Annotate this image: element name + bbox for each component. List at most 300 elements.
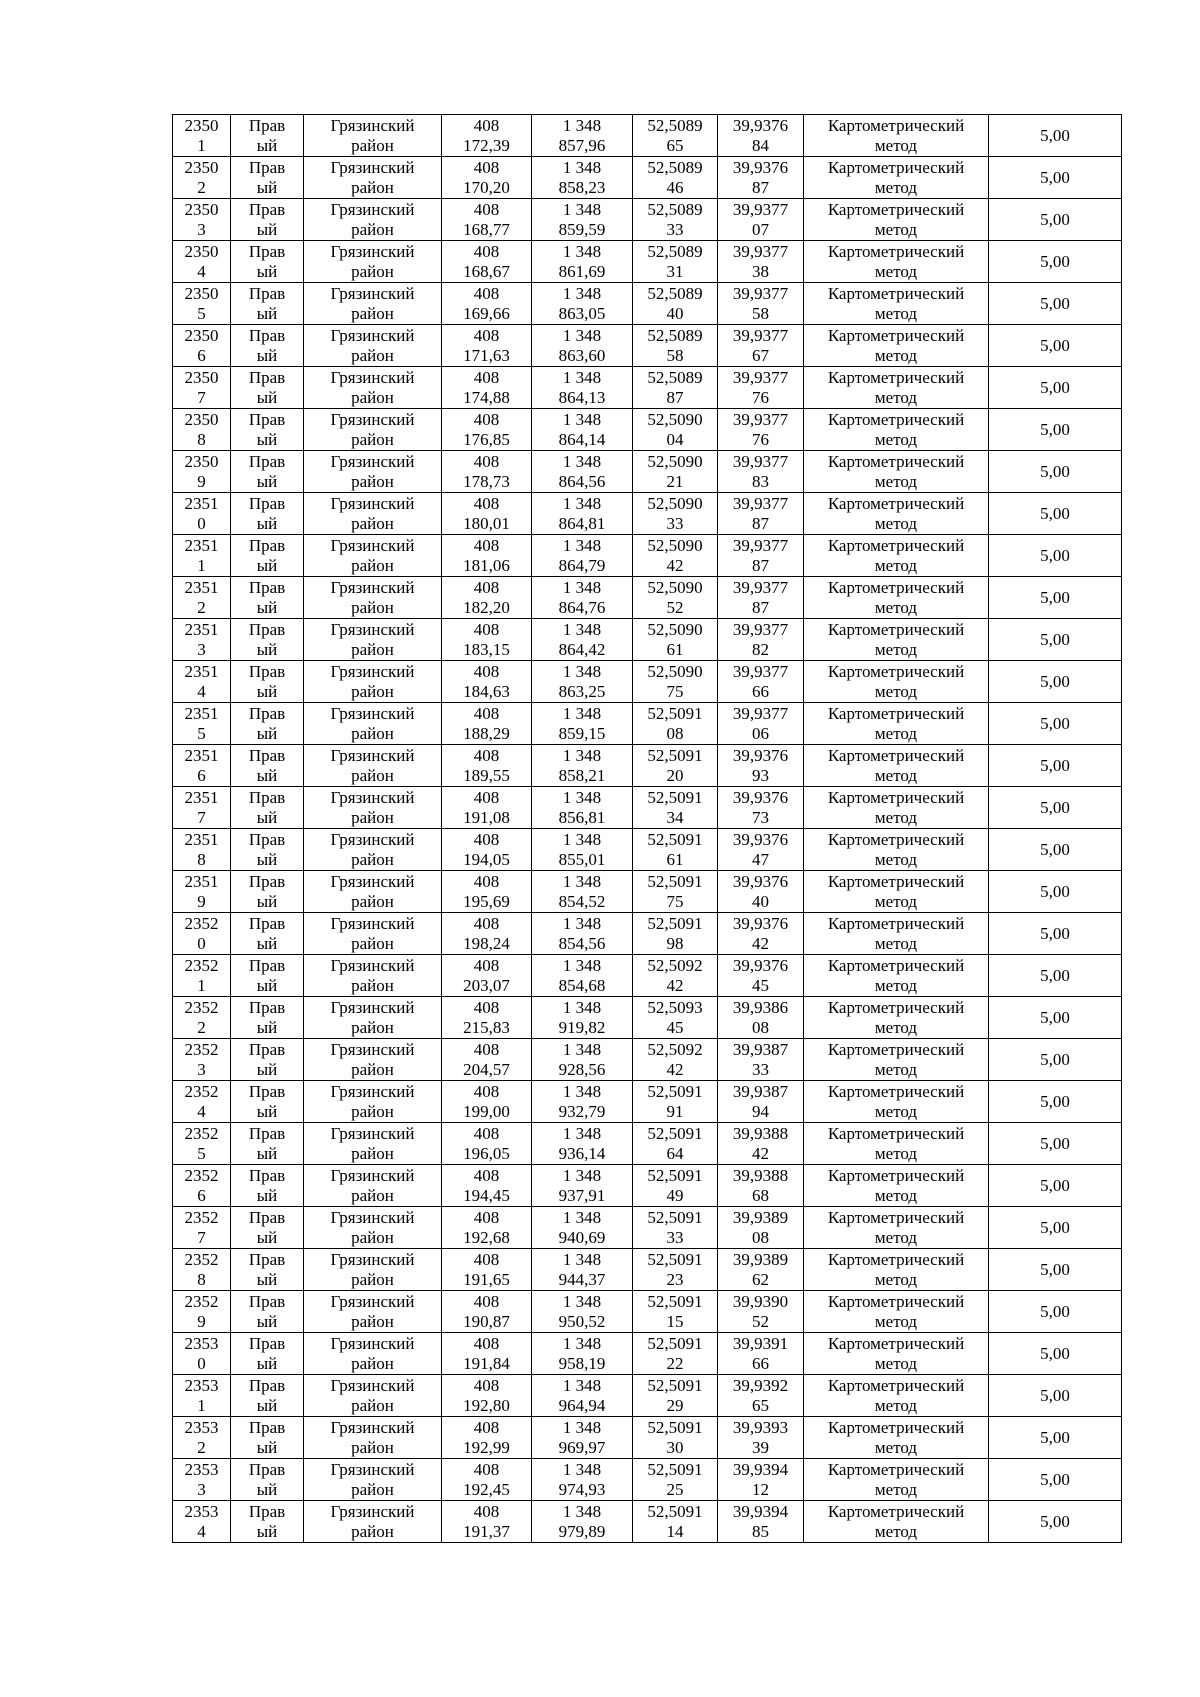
method-cell [804,199,989,241]
coord-x-cell [442,1081,532,1123]
coord-y-cell [532,1081,633,1123]
district-cell [304,787,442,829]
point-number-cell-line-b: 2 [197,597,206,617]
coord-x-cell-line-a: 408 [473,1207,500,1227]
bank-cell-line-a: Прав [248,1081,286,1101]
coord-y-cell-line-b: 958,19 [558,1353,606,1373]
method-cell [804,535,989,577]
method-cell-line-b: метод [874,177,918,197]
coord-x-cell-line-a: 408 [473,451,500,471]
point-number-cell-line-b: 4 [197,261,206,281]
longitude-cell-line-a: 39,9386 [732,997,789,1017]
latitude-cell-line-a: 52,5091 [647,703,703,723]
point-number-cell [173,1375,231,1417]
accuracy-cell: 5,00 [989,871,1122,913]
coord-x-cell-line-b: 191,84 [463,1353,510,1373]
district-cell-line-a: Грязинский [330,1039,415,1059]
longitude-cell-line-a: 39,9377 [732,409,789,429]
method-cell-line-b: метод [874,765,918,785]
latitude-cell-line-a: 52,5089 [647,115,703,135]
coord-x-cell-line-b: 191,65 [463,1269,510,1289]
longitude-cell [718,1459,804,1501]
point-number-cell-line-b: 0 [197,513,206,533]
table-row [173,1291,1122,1333]
longitude-cell-line-a: 39,9376 [732,787,789,807]
coord-x-cell-line-a: 408 [473,1123,500,1143]
coord-y-cell-line-b: 979,89 [558,1521,606,1541]
district-cell [304,451,442,493]
coord-x-cell-line-b: 182,20 [463,597,510,617]
bank-cell [231,115,304,157]
point-number-cell-line-a: 2353 [184,1417,219,1437]
method-cell-line-b: метод [874,975,918,995]
longitude-cell [718,703,804,745]
longitude-cell [718,1081,804,1123]
table-row [173,115,1122,157]
table-row [173,829,1122,871]
coord-y-cell-line-a: 1 348 [562,1081,602,1101]
coord-y-cell-line-b: 864,56 [558,471,606,491]
longitude-cell-line-a: 39,9376 [732,157,789,177]
method-cell [804,829,989,871]
longitude-cell [718,367,804,409]
coord-y-cell-line-a: 1 348 [562,1207,602,1227]
latitude-cell-line-b: 75 [666,891,684,911]
bank-cell-line-b: ый [256,1185,278,1205]
latitude-cell-line-b: 98 [666,933,684,953]
bank-cell-line-b: ый [256,387,278,407]
coord-x-cell [442,661,532,703]
bank-cell-line-b: ый [256,807,278,827]
accuracy-cell: 5,00 [989,241,1122,283]
method-cell-line-a: Картометрический [827,1417,965,1437]
coord-x-cell [442,367,532,409]
point-number-cell-line-a: 2351 [184,829,219,849]
method-cell-line-b: метод [874,933,918,953]
district-cell [304,913,442,955]
coord-y-cell-line-a: 1 348 [562,493,602,513]
method-cell [804,115,989,157]
latitude-cell [633,493,718,535]
coord-x-cell-line-a: 408 [473,955,500,975]
coord-x-cell-line-a: 408 [473,1081,500,1101]
coord-x-cell-line-a: 408 [473,913,500,933]
coord-x-cell-line-a: 408 [473,619,500,639]
coord-y-cell-line-b: 950,52 [558,1311,606,1331]
method-cell-line-a: Картометрический [827,997,965,1017]
coord-y-cell-line-b: 864,79 [558,555,606,575]
method-cell-line-a: Картометрический [827,871,965,891]
coord-x-cell [442,1459,532,1501]
coord-y-cell-line-a: 1 348 [562,871,602,891]
point-number-cell-line-b: 6 [197,345,206,365]
bank-cell-line-b: ый [256,1479,278,1499]
longitude-cell [718,997,804,1039]
method-cell-line-b: метод [874,1185,918,1205]
latitude-cell-line-b: 58 [666,345,684,365]
latitude-cell [633,997,718,1039]
longitude-cell-line-a: 39,9394 [732,1459,789,1479]
district-cell-line-a: Грязинский [330,1417,415,1437]
longitude-cell-line-a: 39,9377 [732,325,789,345]
coord-x-cell-line-a: 408 [473,577,500,597]
latitude-cell-line-b: 08 [666,723,684,743]
latitude-cell [633,577,718,619]
coord-x-cell [442,745,532,787]
district-cell-line-a: Грязинский [330,325,415,345]
latitude-cell-line-a: 52,5091 [647,1165,703,1185]
method-cell-line-b: метод [874,555,918,575]
bank-cell [231,1459,304,1501]
coord-x-cell [442,913,532,955]
coord-x-cell-line-b: 196,05 [463,1143,510,1163]
coord-x-cell-line-a: 408 [473,1249,500,1269]
coord-x-cell-line-a: 408 [473,661,500,681]
accuracy-cell: 5,00 [989,661,1122,703]
latitude-cell [633,241,718,283]
district-cell-line-a: Грязинский [330,451,415,471]
latitude-cell [633,367,718,409]
district-cell-line-a: Грязинский [330,1291,415,1311]
district-cell-line-b: район [351,261,394,281]
method-cell-line-a: Картометрический [827,451,965,471]
table-row [173,493,1122,535]
latitude-cell [633,1249,718,1291]
point-number-cell [173,1039,231,1081]
coord-y-cell-line-b: 854,56 [558,933,606,953]
latitude-cell [633,451,718,493]
point-number-cell [173,955,231,997]
point-number-cell-line-a: 2352 [184,997,219,1017]
point-number-cell [173,241,231,283]
method-cell-line-b: метод [874,1101,918,1121]
accuracy-cell: 5,00 [989,325,1122,367]
latitude-cell-line-b: 20 [666,765,684,785]
bank-cell [231,829,304,871]
point-number-cell-line-a: 2352 [184,1039,219,1059]
district-cell-line-a: Грязинский [330,1165,415,1185]
method-cell [804,1081,989,1123]
district-cell-line-a: Грязинский [330,157,415,177]
latitude-cell-line-b: 33 [666,1227,684,1247]
district-cell-line-b: район [351,513,394,533]
coord-y-cell-line-b: 858,21 [558,765,606,785]
method-cell-line-b: метод [874,1143,918,1163]
longitude-cell-line-b: 84 [752,135,769,155]
coord-x-cell-line-a: 408 [473,199,500,219]
district-cell-line-b: район [351,135,394,155]
coord-x-cell [442,493,532,535]
point-number-cell-line-b: 3 [197,639,206,659]
coord-x-cell-line-b: 198,24 [463,933,510,953]
accuracy-cell: 5,00 [989,493,1122,535]
coord-x-cell-line-b: 188,29 [463,723,510,743]
point-number-cell-line-a: 2351 [184,493,219,513]
coord-y-cell [532,1417,633,1459]
district-cell-line-b: район [351,1143,394,1163]
longitude-cell [718,871,804,913]
point-number-cell-line-b: 3 [197,1479,206,1499]
longitude-cell [718,1417,804,1459]
coord-x-cell-line-b: 168,77 [463,219,510,239]
method-cell [804,661,989,703]
coord-x-cell-line-b: 172,39 [463,135,510,155]
coord-x-cell-line-a: 408 [473,115,500,135]
coord-x-cell-line-b: 171,63 [463,345,510,365]
coord-y-cell [532,199,633,241]
method-cell-line-a: Картометрический [827,199,965,219]
point-number-cell-line-b: 4 [197,1101,206,1121]
table-row [173,1417,1122,1459]
table-row [173,913,1122,955]
bank-cell-line-a: Прав [248,1375,286,1395]
latitude-cell-line-b: 15 [666,1311,684,1331]
method-cell-line-b: метод [874,597,918,617]
coord-y-cell-line-a: 1 348 [562,619,602,639]
coord-x-cell-line-a: 408 [473,1501,500,1521]
bank-cell-line-a: Прав [248,1249,286,1269]
bank-cell-line-a: Прав [248,493,286,513]
method-cell [804,913,989,955]
method-cell [804,283,989,325]
coord-x-cell-line-b: 191,08 [463,807,510,827]
bank-cell-line-a: Прав [248,1417,286,1437]
accuracy-cell: 5,00 [989,367,1122,409]
latitude-cell-line-a: 52,5089 [647,157,703,177]
point-number-cell [173,535,231,577]
method-cell [804,997,989,1039]
district-cell [304,997,442,1039]
point-number-cell [173,577,231,619]
coord-x-cell [442,325,532,367]
coord-y-cell-line-b: 855,01 [558,849,606,869]
point-number-cell-line-a: 2350 [184,199,219,219]
coord-x-cell-line-b: 192,99 [463,1437,510,1457]
method-cell-line-a: Картометрический [827,409,965,429]
method-cell-line-b: метод [874,723,918,743]
point-number-cell [173,199,231,241]
bank-cell-line-a: Прав [248,199,286,219]
method-cell-line-b: метод [874,1437,918,1457]
point-number-cell [173,283,231,325]
district-cell-line-a: Грязинский [330,1375,415,1395]
bank-cell-line-b: ый [256,345,278,365]
method-cell [804,787,989,829]
point-number-cell [173,1333,231,1375]
latitude-cell-line-b: 75 [666,681,684,701]
longitude-cell-line-b: 47 [752,849,769,869]
district-cell [304,535,442,577]
longitude-cell-line-a: 39,9376 [732,913,789,933]
accuracy-cell: 5,00 [989,451,1122,493]
district-cell-line-a: Грязинский [330,535,415,555]
point-number-cell-line-a: 2352 [184,955,219,975]
coord-y-cell [532,1459,633,1501]
coord-y-cell [532,829,633,871]
latitude-cell [633,199,718,241]
latitude-cell-line-a: 52,5091 [647,787,703,807]
district-cell [304,745,442,787]
district-cell-line-a: Грязинский [330,115,415,135]
coord-y-cell [532,619,633,661]
coord-x-cell-line-a: 408 [473,283,500,303]
longitude-cell-line-a: 39,9377 [732,703,789,723]
bank-cell [231,577,304,619]
coord-x-cell-line-a: 408 [473,325,500,345]
latitude-cell-line-b: 30 [666,1437,684,1457]
point-number-cell [173,913,231,955]
coord-x-cell [442,997,532,1039]
district-cell-line-b: район [351,1311,394,1331]
district-cell [304,1417,442,1459]
latitude-cell [633,955,718,997]
longitude-cell-line-b: 87 [752,597,769,617]
latitude-cell-line-b: 22 [666,1353,684,1373]
coord-y-cell [532,1123,633,1165]
point-number-cell-line-b: 5 [197,723,206,743]
longitude-cell-line-b: 65 [752,1395,769,1415]
bank-cell [231,1123,304,1165]
bank-cell [231,745,304,787]
coord-y-cell-line-b: 937,91 [558,1185,606,1205]
coord-x-cell-line-a: 408 [473,409,500,429]
latitude-cell-line-a: 52,5091 [647,1081,703,1101]
point-number-cell-line-b: 8 [197,429,206,449]
point-number-cell-line-b: 6 [197,1185,206,1205]
point-number-cell-line-b: 1 [197,135,206,155]
longitude-cell [718,1375,804,1417]
coord-y-cell-line-b: 856,81 [558,807,606,827]
table-row [173,1375,1122,1417]
longitude-cell-line-a: 39,9376 [732,115,789,135]
latitude-cell-line-a: 52,5091 [647,1123,703,1143]
latitude-cell-line-a: 52,5091 [647,871,703,891]
latitude-cell-line-b: 42 [666,555,684,575]
longitude-cell-line-a: 39,9377 [732,199,789,219]
point-number-cell-line-b: 5 [197,1143,206,1163]
district-cell-line-a: Грязинский [330,1459,415,1479]
bank-cell-line-a: Прав [248,1039,286,1059]
district-cell-line-b: район [351,345,394,365]
bank-cell-line-b: ый [256,891,278,911]
longitude-cell-line-b: 45 [752,975,769,995]
bank-cell-line-b: ый [256,639,278,659]
coord-y-cell [532,955,633,997]
coord-y-cell-line-b: 859,59 [558,219,606,239]
bank-cell-line-b: ый [256,975,278,995]
table-row [173,1249,1122,1291]
latitude-cell-line-a: 52,5091 [647,1333,703,1353]
method-cell-line-b: метод [874,1521,918,1541]
coord-y-cell-line-b: 863,05 [558,303,606,323]
coord-y-cell-line-b: 859,15 [558,723,606,743]
longitude-cell-line-a: 39,9377 [732,619,789,639]
method-cell [804,1459,989,1501]
latitude-cell [633,871,718,913]
method-cell-line-b: метод [874,849,918,869]
latitude-cell-line-a: 52,5091 [647,1207,703,1227]
point-number-cell-line-a: 2353 [184,1333,219,1353]
bank-cell [231,1333,304,1375]
point-number-cell [173,787,231,829]
longitude-cell-line-b: 85 [752,1521,769,1541]
latitude-cell-line-a: 52,5092 [647,955,703,975]
bank-cell-line-b: ый [256,597,278,617]
method-cell-line-b: метод [874,891,918,911]
district-cell [304,493,442,535]
accuracy-cell: 5,00 [989,745,1122,787]
table-row [173,787,1122,829]
latitude-cell [633,1165,718,1207]
coord-y-cell-line-a: 1 348 [562,1417,602,1437]
bank-cell-line-b: ый [256,177,278,197]
latitude-cell [633,115,718,157]
method-cell-line-b: метод [874,345,918,365]
longitude-cell-line-b: 87 [752,513,769,533]
coord-y-cell [532,1501,633,1543]
coord-y-cell [532,325,633,367]
method-cell [804,157,989,199]
coord-x-cell-line-a: 408 [473,1039,500,1059]
coord-y-cell [532,661,633,703]
latitude-cell-line-b: 52 [666,597,684,617]
district-cell [304,1207,442,1249]
accuracy-cell: 5,00 [989,703,1122,745]
longitude-cell-line-a: 39,9377 [732,241,789,261]
longitude-cell-line-a: 39,9377 [732,493,789,513]
longitude-cell [718,493,804,535]
coord-x-cell-line-b: 194,45 [463,1185,510,1205]
coord-x-cell-line-b: 204,57 [463,1059,510,1079]
accuracy-cell: 5,00 [989,1165,1122,1207]
coord-y-cell [532,1165,633,1207]
table-row [173,535,1122,577]
longitude-cell [718,325,804,367]
bank-cell-line-b: ый [256,513,278,533]
point-number-cell-line-a: 2350 [184,283,219,303]
longitude-cell-line-a: 39,9377 [732,661,789,681]
accuracy-cell: 5,00 [989,535,1122,577]
coord-y-cell-line-a: 1 348 [562,1501,602,1521]
bank-cell [231,1291,304,1333]
method-cell [804,493,989,535]
point-number-cell [173,1501,231,1543]
point-number-cell-line-b: 4 [197,1521,206,1541]
latitude-cell-line-a: 52,5091 [647,829,703,849]
accuracy-cell: 5,00 [989,1417,1122,1459]
bank-cell [231,619,304,661]
table-row [173,1501,1122,1543]
coord-x-cell [442,1123,532,1165]
latitude-cell-line-a: 52,5089 [647,325,703,345]
method-cell-line-a: Картометрический [827,1081,965,1101]
point-number-cell [173,115,231,157]
district-cell-line-b: район [351,1227,394,1247]
table-row [173,1081,1122,1123]
coord-y-cell-line-a: 1 348 [562,115,602,135]
point-number-cell [173,703,231,745]
bank-cell-line-b: ый [256,1269,278,1289]
coord-x-cell-line-b: 199,00 [463,1101,510,1121]
point-number-cell-line-a: 2351 [184,745,219,765]
point-number-cell [173,1165,231,1207]
latitude-cell-line-a: 52,5093 [647,997,703,1017]
point-number-cell-line-a: 2350 [184,157,219,177]
bank-cell-line-a: Прав [248,451,286,471]
bank-cell [231,913,304,955]
bank-cell [231,157,304,199]
coord-x-cell [442,409,532,451]
